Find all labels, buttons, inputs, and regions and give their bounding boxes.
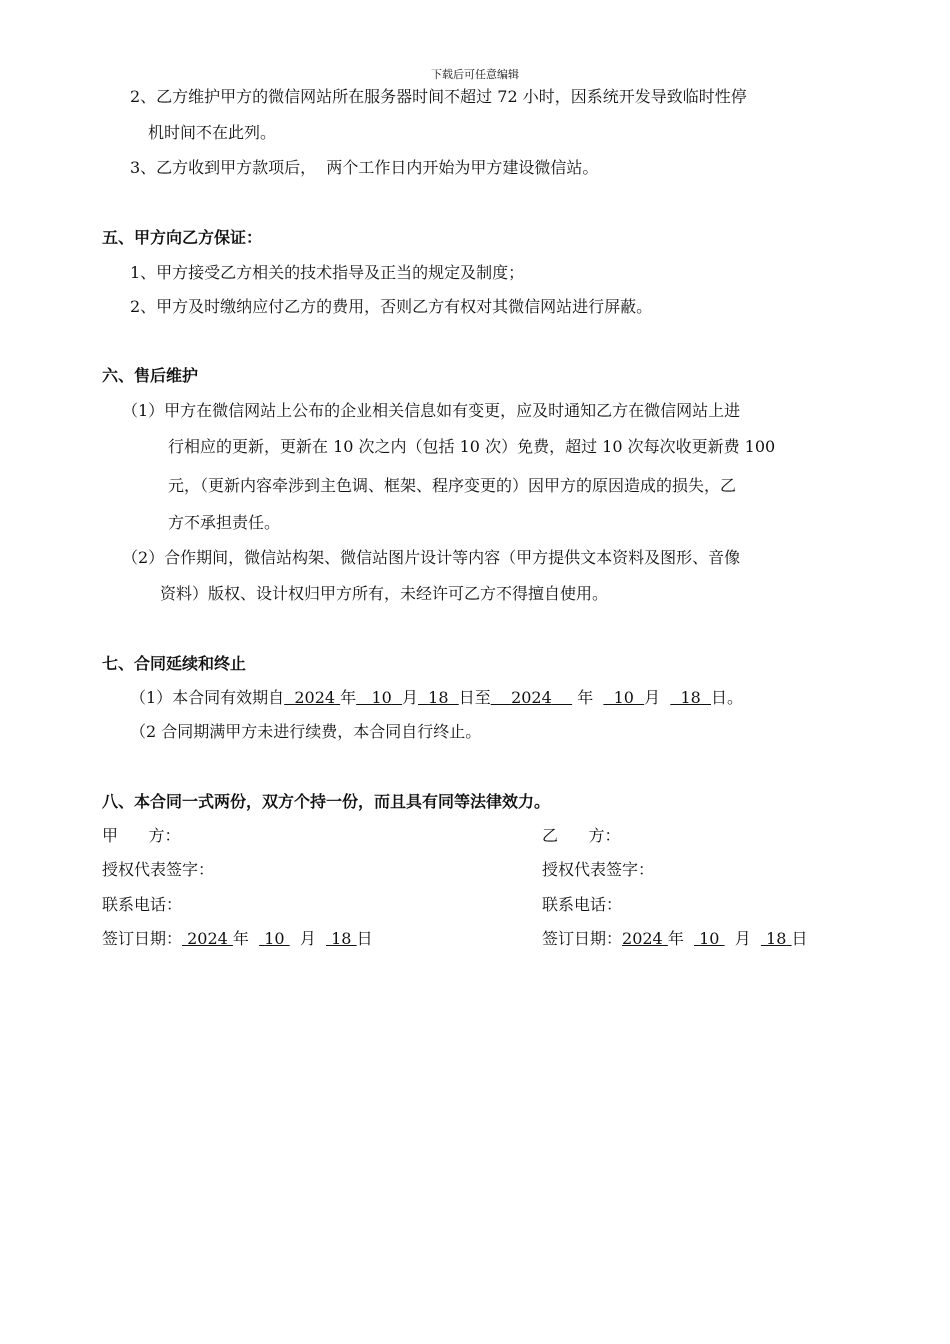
clause6-item1-line4: 方不承担责任。 [168,513,281,532]
clause5-item1: 1、甲方接受乙方相关的技术指导及正当的规定及制度； [130,263,525,282]
party-a-phone-label: 联系电话： [102,895,183,914]
unit-year: 年 [232,929,249,948]
party-a-year-field: 2024 [187,929,228,948]
unit-month: 月 [401,688,418,707]
clause5-heading: 五、甲方向乙方保证： [102,228,263,247]
clause6-item1-line1: （1）甲方在微信网站上公布的企业相关信息如有变更，应及时通知乙方在微信网站上进 [122,401,741,420]
party-a-date-label: 签订日期： [102,929,183,948]
clause7-heading: 七、合同延续和终止 [102,654,247,673]
unit-month: 月 [734,929,751,948]
party-a-label: 甲 方： [102,826,181,845]
party-b-phone-label: 联系电话： [542,895,623,914]
unit-month-end: 月 [644,688,661,707]
clause6-item2-line1: （2）合作期间，微信站构架、微信站图片设计等内容（甲方提供文本资料及图形、音像 [122,548,741,567]
party-a-day-field: 18 [331,929,352,948]
party-b-signature-label: 授权代表签字： [542,860,655,879]
party-b-month-field: 10 [699,929,720,948]
party-b-day-field: 18 [766,929,787,948]
unit-day: 日 [791,929,808,948]
end-year-field: 2024 [511,688,552,707]
end-month-field: 10 [613,688,634,707]
start-month-field: 10 [371,688,392,707]
party-b-year-field: 2024 [622,929,663,948]
clause6-item1-line2: 行相应的更新，更新在 10 次之内（包括 10 次）免费，超过 10 次每次收更新费 100 [168,437,776,456]
party-b-date-label: 签订日期： [542,929,623,948]
clause6-heading: 六、售后维护 [102,366,199,385]
unit-day: 日 [356,929,373,948]
clause6-item2-line2: 资料）版权、设计权归甲方所有，未经许可乙方不得擅自使用。 [160,584,609,603]
unit-month: 月 [299,929,316,948]
end-day-field: 18 [680,688,701,707]
unit-day-end: 日。 [711,688,744,707]
start-year-field: 2024 [294,688,336,707]
page-header-note: 下载后可任意编辑 [431,68,519,81]
clause6-item1-line3: 元，（更新内容牵涉到主色调、框架、程序变更的）因甲方的原因造成的损失，乙 [168,476,737,495]
unit-year: 年 [667,929,684,948]
party-b-date-line [542,929,807,949]
term-prefix: （1）本合同有效期自 [130,688,285,707]
clause7-item2: （2 合同期满甲方未进行续费，本合同自行终止。 [130,722,482,741]
clause5-item2: 2、甲方及时缴纳应付乙方的费用，否则乙方有权对其微信网站进行屏蔽。 [130,297,653,316]
unit-day-to: 日至 [458,688,491,707]
party-a-signature-label: 授权代表签字： [102,860,215,879]
party-a-date-line [102,929,373,949]
clause8-heading: 八、本合同一式两份，双方个持一份，而且具有同等法律效力。 [102,792,551,811]
start-day-field: 18 [428,688,449,707]
unit-year: 年 [340,688,357,707]
party-b-label: 乙 方： [542,826,621,845]
party-a-month-field: 10 [264,929,285,948]
clause4-item2-line1: 2、乙方维护甲方的微信网站所在服务器时间不超过 72 小时，因系统开发导致临时性停 [130,87,747,106]
unit-year-end: 年 [577,688,594,707]
clause4-item2-line2: 机时间不在此列。 [148,123,277,142]
clause7-term-line [130,688,743,708]
clause4-item3: 3、乙方收到甲方款项后， 两个工作日内开始为甲方建设微信站。 [130,158,599,177]
